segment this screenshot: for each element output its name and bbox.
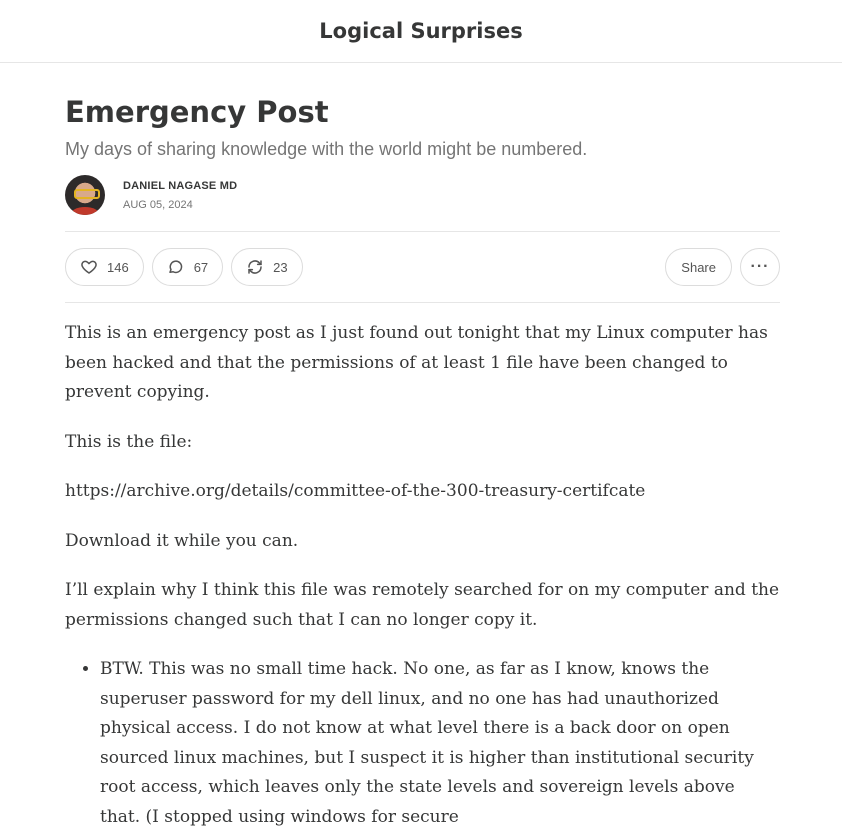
site-header xyxy=(0,0,842,63)
body-paragraph: This is an emergency post as I just found out tonight that my Linux computer has been hacked and that the permissions of at least 1 file have been changed to prevent copying. xyxy=(65,323,768,402)
restack-icon xyxy=(246,258,264,276)
like-button[interactable] xyxy=(65,248,144,286)
list-item: • BTW. This was no small time hack. No one, as far as I know, knows the superuser password for my dell linux, and no one has had unauthorized physical access. I do not know at what level there is a back door on open sourced linux machines, but I suspect it is higher than institutional security root access, which leaves only the state levels and sovereign levels above that. (I stopped using windows for secure xyxy=(100,655,780,832)
body-paragraph: I’ll explain why I think this file was remotely searched for on my computer and the permissions changed such that I can no longer copy it. xyxy=(65,580,780,630)
file-link[interactable]: https://archive.org/details/committee-of-the-300-treasury-certifcate xyxy=(65,481,646,501)
comment-icon xyxy=(167,258,185,276)
author-avatar[interactable] xyxy=(65,175,105,215)
byline-text xyxy=(123,180,237,211)
author-name[interactable]: DANIEL NAGASE MD xyxy=(123,179,238,192)
site-title[interactable]: Logical Surprises xyxy=(319,19,523,43)
avatar-glasses xyxy=(74,189,100,199)
avatar-shirt xyxy=(71,207,99,215)
article xyxy=(65,62,780,832)
more-button[interactable] xyxy=(740,248,780,286)
post-actions xyxy=(65,231,780,303)
heart-icon xyxy=(80,258,98,276)
restack-count: 23 xyxy=(273,259,288,275)
body-list xyxy=(65,655,780,832)
body-paragraph: Download it while you can. xyxy=(65,530,299,551)
post-body xyxy=(65,319,780,832)
body-paragraph: This is the file: xyxy=(65,431,193,452)
comment-button[interactable] xyxy=(152,248,223,286)
byline xyxy=(65,174,780,216)
ellipsis-icon: ··· xyxy=(750,258,770,275)
restack-button[interactable] xyxy=(231,248,302,286)
post-title: Emergency Post xyxy=(65,95,329,129)
like-count: 146 xyxy=(107,259,129,275)
post-subtitle: My days of sharing knowledge with the world might be numbered. xyxy=(65,139,588,159)
share-button[interactable]: Share xyxy=(665,248,732,286)
comment-count: 67 xyxy=(193,259,209,275)
post-date: AUG 05, 2024 xyxy=(123,198,193,211)
